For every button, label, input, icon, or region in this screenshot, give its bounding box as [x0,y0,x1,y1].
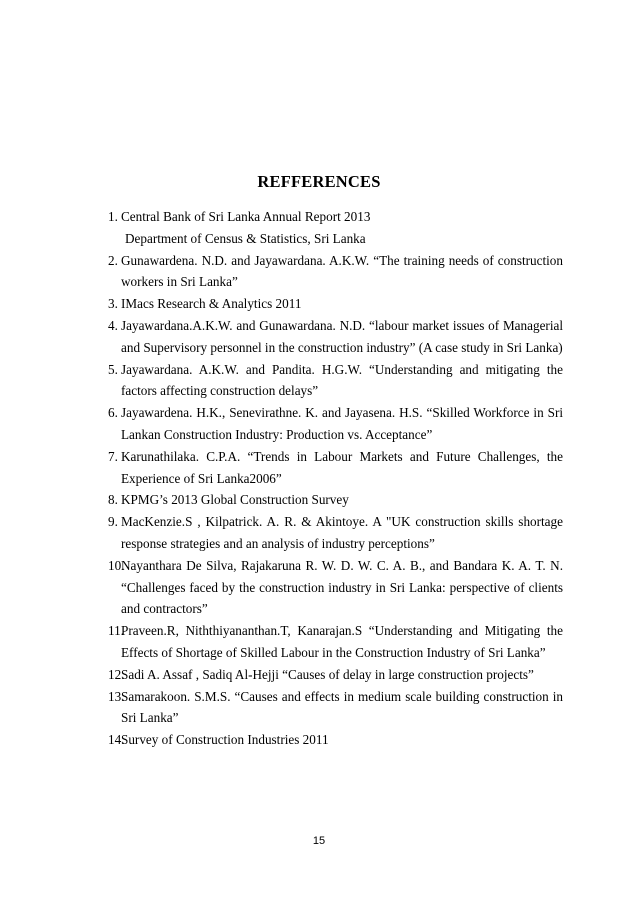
reference-text: Central Bank of Sri Lanka Annual Report 2013 [121,209,371,224]
reference-text: Praveen.R, Niththiyananthan.T, Kanarajan.S “Understanding and Mitigating the Effects of Shortage of Skilled Labour in the Construction Industry of Sri Lanka” [121,623,563,660]
reference-number: 2. [108,252,118,268]
reference-item [108,402,563,446]
reference-text: Gunawardena. N.D. and Jayawardana. A.K.W. “The training needs of construction workers in Sri Lanka” [121,252,563,290]
reference-number: 6. [108,405,118,421]
reference-number: 8. [108,492,118,508]
reference-subtext: Department of Census & Statistics, Sri Lanka [125,230,366,246]
reference-text: Jayawardena. H.K., Senevirathne. K. and Jayasena. H.S. “Skilled Workforce in Sri Lankan Construction Industry: Production vs. Acceptance” [121,405,563,442]
page-title: REFFERENCES [257,172,381,191]
reference-item [108,206,563,250]
reference-number: 14. [108,732,125,748]
reference-text: Jayawardana. A.K.W. and Pandita. H.G.W. “Understanding and mitigating the factors affecting construction delays” [121,361,563,399]
reference-item [108,446,563,490]
reference-number: 12. [108,666,125,682]
reference-item [108,620,563,664]
reference-item [108,729,563,751]
reference-item [108,359,563,403]
reference-item [108,250,563,294]
reference-item [108,511,563,555]
reference-number: 3. [108,296,118,312]
reference-number: 9. [108,514,118,530]
reference-text: Samarakoon. S.M.S. “Causes and effects in medium scale building construction in Sri Lanka” [121,688,563,726]
reference-text: Karunathilaka. C.P.A. “Trends in Labour Markets and Future Challenges, the Experience of Sri Lanka2006” [121,448,563,486]
reference-number: 5. [108,361,118,377]
reference-item [108,293,563,315]
reference-item [108,664,563,686]
reference-number: 10. [108,557,125,573]
reference-text: MacKenzie.S , Kilpatrick. A. R. & Akintoye. A "UK construction skills shortage response strategies and an analysis of industry perceptions” [121,514,563,551]
reference-text: KPMG’s 2013 Global Construction Survey [121,492,349,508]
reference-item [108,489,563,511]
page-number: 15 [312,835,326,847]
reference-text: Jayawardana.A.K.W. and Gunawardana. N.D. “labour market issues of Managerial and Supervisory personnel in the construction industry” (A case study in Sri Lanka) [121,317,563,355]
reference-text: IMacs Research & Analytics 2011 [121,296,302,312]
reference-number: 4. [108,317,118,333]
reference-number: 7. [108,448,118,464]
reference-text: Sadi A. Assaf , Sadiq Al-Hejji “Causes of delay in large construction projects” [121,666,534,682]
reference-number: 11. [108,623,124,639]
references-list [108,206,563,751]
reference-number: 13. [108,688,125,704]
reference-text: Survey of Construction Industries 2011 [121,732,329,748]
reference-number: 1. [108,209,118,224]
reference-item [108,315,563,359]
reference-item [108,555,563,620]
reference-text: Nayanthara De Silva, Rajakaruna R. W. D. W. C. A. B., and Bandara K. A. T. N. “Challenges faced by the construction industry in Sri Lanka: perspective of clients and contractors” [121,557,563,617]
reference-item [108,686,563,730]
